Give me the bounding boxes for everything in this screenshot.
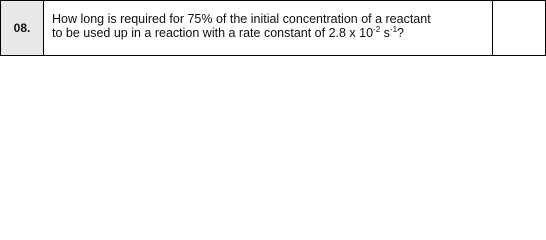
rate-constant-unit-exponent: -1 [389,25,398,34]
rate-constant-unit: s [380,26,390,40]
question-mark: ? [397,26,404,40]
question-number-cell [1,1,44,55]
question-text-line-2 [52,26,492,40]
rate-constant-exponent: -2 [373,25,381,34]
answer-cell[interactable] [493,1,545,55]
question-text-cell [44,1,493,55]
question-text-line-2-start: to be used up in a reaction with a rate constant of 2.8 x 10 [52,26,374,40]
question-number: 08. [13,21,31,35]
question-row [0,0,546,56]
question-text-line-1: How long is required for 75% of the initial concentration of a reactant [52,12,431,26]
